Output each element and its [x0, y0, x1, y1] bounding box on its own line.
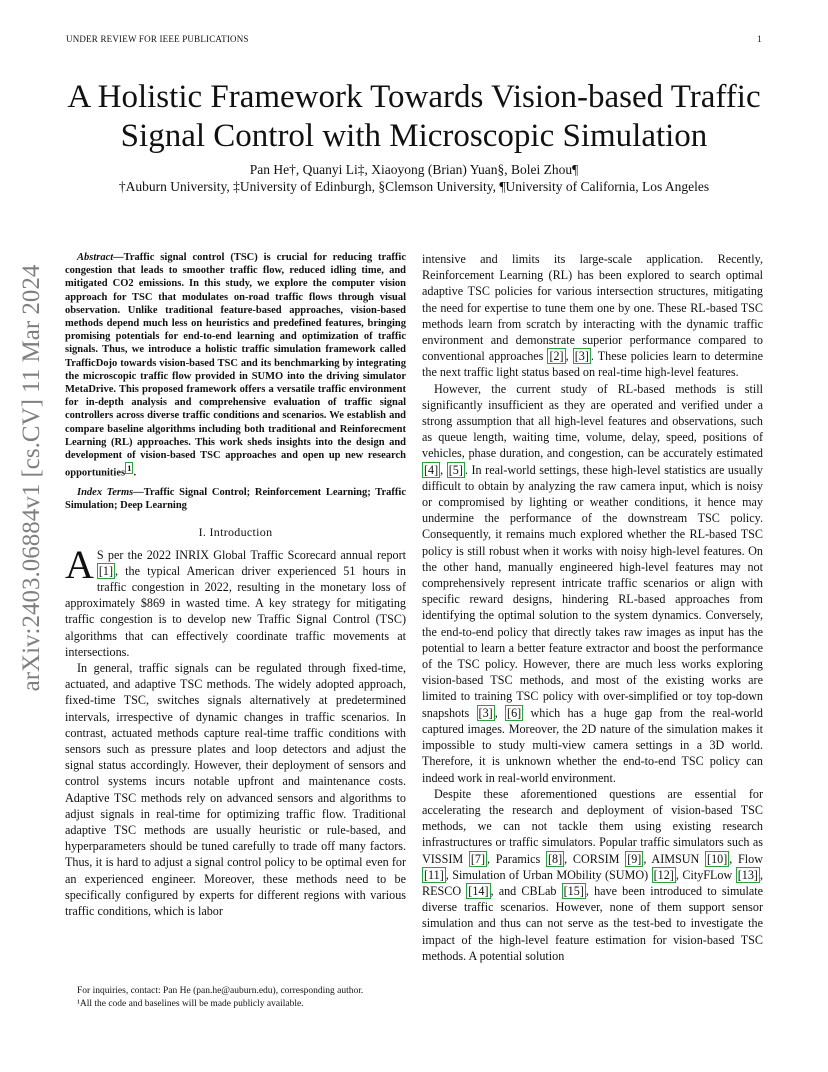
citation-link[interactable]: [6] — [507, 705, 522, 720]
right-p3-text: , Flow — [729, 851, 763, 866]
right-p3-text: Despite these aforementioned questions are essential for accelerating the research and deployment of vision-based TSC methods, we can not tackle them using existing research infrastructures or traffic simulators. Popular traffic simulators such as VISSIM — [422, 786, 763, 866]
citation-link[interactable]: [7] — [470, 851, 486, 866]
citation-link[interactable]: [5] — [448, 462, 463, 477]
right-p3-text: , CORSIM — [564, 851, 626, 866]
intro-paragraph-1 — [65, 541, 406, 660]
abstract — [65, 251, 406, 480]
right-p2-text-c: which has a huge gap from the real-world captured images. Moreover, the 2D nature of the simulation makes it impossible to study multi-view camera settings in a 3D world. Therefore, it is unknown whether the end-to-end TSC policy can indeed work in real-world environment. — [422, 705, 763, 785]
right-p3-text: , Simulation of Urban MObility (SUMO) — [445, 867, 652, 882]
intro-p1-text-b: , the typical American driver experienced 51 hours in traffic congestion in 2022, resulting in the monetary loss of approximately $869 in wasted time. A key strategy for mitigating traffic congestion is to develop new Traffic Signal Control (TSC) algorithms that can effectively coordinate traffic movements at intersections. — [65, 563, 406, 659]
title-line-1: A Holistic Framework Towards Vision-based Traffic — [67, 79, 761, 115]
citation-link[interactable]: [12] — [653, 867, 674, 882]
right-p2-text-b: . In real-world settings, these high-level statistics are usually difficult to obtain by analyzing the raw camera input, which is noisy or compromised by lighting or weather conditions, it hence may undermine the performance of the downstream TSC policy. Consequently, it remains much explored whether the RL-based TSC policy is still robust when it works with noisy high-level features. On the other hand, manually engineered high-level features may not comprehensively represent intricate traffic scenarios or align with specific reward designs, hindering RL-based approaches from identifying the optimal solution to the system dynamics. Conversely, the end-to-end policy that directly takes raw images as input has the potential to learn a better feature extractor and boost the performance of the TSC policy. However, there are much less works exploring vision-based TSC methods, and most of the existing works are limited to training TSC policy with over-simplified or toy top-down snapshots — [422, 462, 763, 720]
right-column — [422, 251, 763, 964]
footnote-1: ¹All the code and baselines will be made publicly available. — [77, 998, 304, 1009]
abstract-label: Abstract — [77, 252, 114, 263]
citation-link[interactable]: [14] — [468, 883, 489, 898]
abstract-text: —Traffic signal control (TSC) is crucial for reducing traffic congestion that leads to smoother traffic flow, reduced idling time, and mitigated CO2 emissions. In this study, we explore the computer vision approach for TSC that modulates on-road traffic flows through visual observation. Unlike traditional feature-based approaches, vision-based methods depend much less on heuristics and predefined features, bringing promising potentials for end-to-end learning and optimization of traffic signals. Thus, we introduce a holistic traffic simulation framework called TrafficDojo towards vision-based TSC and its benchmarking by integrating the microscopic traffic flow provided in SUMO into the driving simulator MetaDrive. This proposed framework offers a versatile traffic environment for in-depth analysis and comprehensive evaluation of traffic signal controllers across diverse traffic conditions and scenarios. We establish and compare baseline algorithms including both traditional and Reinforecment Learning (RL) approaches. This work sheds insights into the design and development of vision-based TSC approaches and open up new research opportunities — [65, 252, 406, 479]
right-p3-text: , have been introduced to simulate diverse traffic scenarios. However, none of them support sensor simulation and thus can not serve as the test-bed to investigate the impact of the high-level feature estimation for vision-based TSC methods. A potential solution — [422, 883, 764, 963]
paper-title — [40, 78, 788, 156]
index-terms-text: —Traffic Signal Control; Reinforcement Learning; Traffic Simulation; Deep Learning — [65, 486, 406, 512]
right-p3-text: , RESCO — [422, 867, 763, 898]
arxiv-stamp-text: arXiv:2403.06884v1 [cs.CV] 11 Mar 2024 — [18, 264, 45, 692]
running-head-text: UNDER REVIEW FOR IEEE PUBLICATIONS — [66, 34, 249, 44]
arxiv-stamp — [18, 264, 46, 692]
left-column — [65, 251, 406, 919]
citation-link[interactable]: [13] — [737, 867, 758, 882]
right-paragraph-1: intensive and limits its large-scale application. Recently, Reinforcement Learning (RL) has been explored to search optimal adaptive TSC policies for various intersection structures, mitigating the need for expertise to tune them one by one. These RL-based TSC methods learn from scratch by interacting with the dynamic traffic environment and demonstrate superior performance compared to conventional approaches [2] , [3] . These policies learn to determine the next traffic light status based on real-time high-level features. — [422, 252, 763, 380]
page-number: 1 — [757, 34, 762, 44]
citation-link[interactable]: [2] — [549, 349, 564, 364]
affiliations: †Auburn University, ‡University of Edinburgh, §Clemson University, ¶University of California, Los Angeles — [118, 179, 710, 194]
section-heading: I. Introduction — [198, 525, 273, 540]
title-line-2: Signal Control with Microscopic Simulation — [120, 118, 708, 154]
right-paragraph-3 — [422, 786, 763, 964]
citation-link[interactable]: [4] — [424, 462, 439, 477]
right-p1-text-b: . These policies learn to determine the next traffic light status based on real-time high-level features. — [422, 349, 763, 380]
citation-link[interactable]: [9] — [627, 851, 642, 866]
right-p3-text: , AIMSUN — [643, 851, 706, 866]
citation-link[interactable]: [10] — [707, 851, 728, 866]
abstract-footnote-link[interactable]: 1 — [127, 463, 132, 474]
index-terms — [65, 486, 406, 512]
right-p3-text: , CityFLow — [675, 867, 736, 882]
citation-link[interactable]: [3] — [478, 705, 493, 720]
right-p2-text-a: However, the current study of RL-based methods is still significantly insufficient as they are operated and verified under a strong assumption that all high-level features and observations, such as queue length, waiting time, volume, delay, speed, positions of vehicles, phase duration, and congestion, can be accurately estimated — [422, 381, 763, 461]
dropcap: A — [65, 541, 94, 587]
authors: Pan He†, Quanyi Li‡, Xiaoyong (Brian) Yuan§, Bolei Zhou¶ — [249, 162, 579, 177]
right-p3-text: , and CBLab — [490, 883, 562, 898]
abstract-end: . — [133, 467, 137, 479]
right-paragraph-2: However, the current study of RL-based methods is still significantly insufficient as they are operated and verified under a strong assumption that all high-level features and observations, such as queue length, waiting time, volume, delay, speed, positions of vehicles, phase duration, and congestion, can be accurately estimated [4] , [5] . In real-world settings, these high-level statistics are usually difficult to obtain by analyzing the raw camera input, which is noisy or compromised by lighting or weather conditions, it hence may undermine the performance of the downstream TSC policy. Consequently, it remains much explored whether the RL-based TSC policy is still robust when it works with noisy high-level features. On the other hand, manually engineered high-level features may not comprehensively represent intricate traffic scenarios or align with specific reward designs, hindering RL-based approaches from identifying the optimal solution to the system dynamics. Conversely, the end-to-end policy that directly takes raw images as input has the potential to learn a better feature extractor and boost the performance of the TSC policy. However, there are much less works exploring vision-based TSC methods, and most of the existing works are limited to training TSC policy with over-simplified or toy top-down snapshots [3] , [6] which has a huge gap from the real-world captured images. Moreover, the 2D nature of the simulation makes it impossible to study multi-view camera settings in a 3D world. Therefore, it is unknown whether the end-to-end TSC policy can indeed work in real-world environment. — [422, 381, 763, 785]
index-terms-label: Index Terms — [77, 486, 134, 498]
intro-p1-text-a: S per the 2022 INRIX Global Traffic Scorecard annual report — [96, 547, 406, 562]
footnote-contact: For inquiries, contact: Pan He (pan.he@auburn.edu), corresponding author. — [77, 986, 364, 996]
right-p1-text-a: intensive and limits its large-scale application. Recently, Reinforcement Learning (RL) has been explored to search optimal adaptive TSC policies for various intersection structures, mitigating the need for expertise to tune them one by one. These RL-based TSC methods learn from scratch by interacting with the dynamic traffic environment and demonstrate superior performance compared to conventional approaches — [422, 252, 763, 364]
citation-link[interactable]: [15] — [563, 883, 584, 898]
citation-link[interactable]: [3] — [574, 349, 589, 364]
citation-link[interactable]: [1] — [98, 563, 114, 578]
citation-link[interactable]: [8] — [548, 851, 563, 866]
intro-paragraph-2: In general, traffic signals can be regulated through fixed-time, actuated, and adaptive TSC methods. The widely adopted approach, fixed-time TSC, switches signals alternatively at predetermined intervals, irrespective of dynamic changes in traffic scenarios. In contrast, actuated methods capture real-time traffic conditions with sensors such as pressure plates and loop detectors and adjust the signal status accordingly. However, their deployment of sensors and control systems incurs notable upfront and maintenance costs. Adaptive TSC methods rely on advanced sensors and algorithms to adjust signals in real-time for optimizing traffic flow. Traditional adaptive TSC methods are usually heuristic or rule-based, and hyperparameters should be tuned carefully to trade off many factors. Thus, it is hard to adjust a signal control policy to be optimal even for an experienced engineer. Moreover, these methods need to be specifically configured by experts for different regions with various traffic conditions, which is labor — [65, 660, 406, 919]
footnotes — [65, 985, 406, 1010]
right-p3-text: , Paramics — [487, 851, 546, 866]
citation-link[interactable]: [11] — [424, 867, 444, 882]
running-header — [66, 34, 762, 48]
